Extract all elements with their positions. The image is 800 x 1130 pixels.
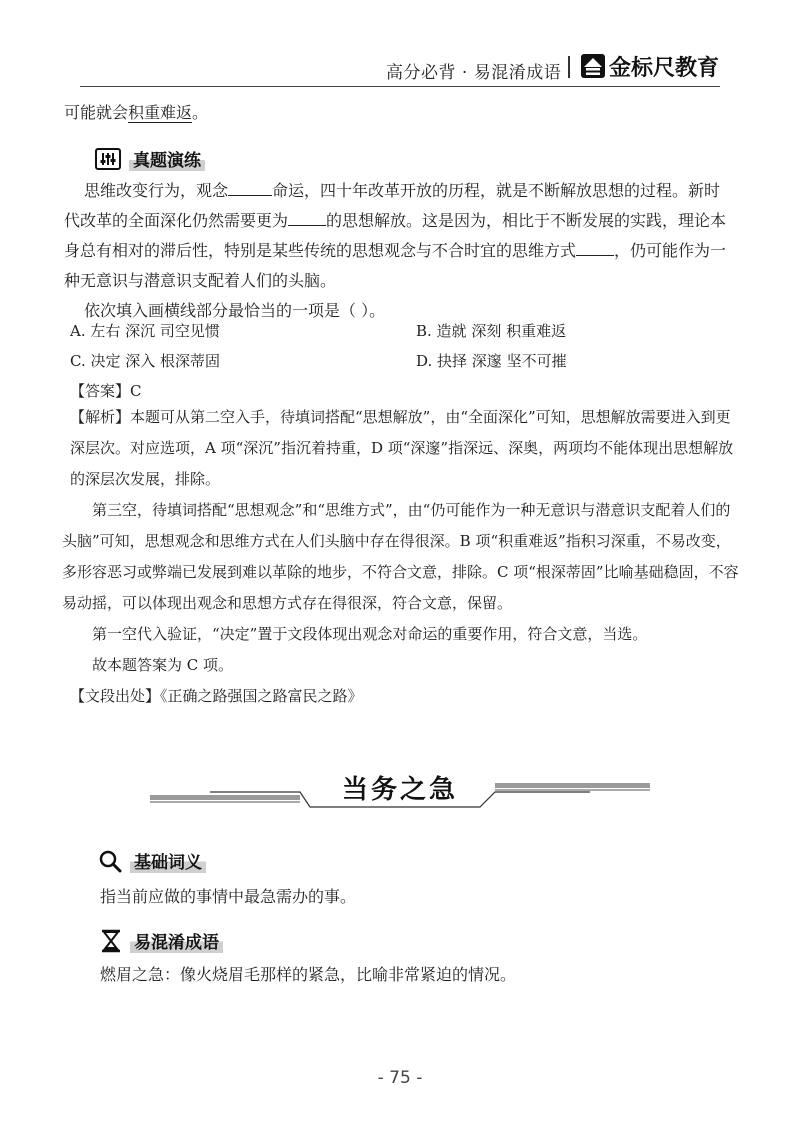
basic-meaning-label: 基础词义	[130, 848, 206, 873]
analysis-para-4: 故本题答案为 C 项。	[92, 656, 234, 674]
practice-heading	[95, 146, 205, 171]
option-b: B. 造就 深刻 积重难返	[416, 322, 567, 340]
passage-line-2: 代改革的全面深化仍然需要更为 的思想解放。这是因为，相比于不断发展的实践，理论本	[64, 211, 727, 230]
analysis-para-1: 【解析】本题可从第二空入手，待填词搭配“思想解放”，由“全面深化”可知，思想解放需要进入到更深层次。对应选项，A 项“深沉”指沉着持重，D 项“深邃”指深远、深奥，两项均不能体现出思想解放的深层次发展，排除。	[70, 408, 734, 488]
option-c: C. 决定 深入 根深蒂固	[70, 352, 221, 370]
page-number: - 75 -	[377, 1068, 423, 1088]
page-header	[0, 0, 800, 96]
analysis-block	[62, 402, 742, 712]
idiom-title: 当务之急	[341, 775, 458, 805]
option-d: D. 抉择 深邃 坚不可摧	[416, 352, 567, 370]
hourglass-icon	[100, 929, 122, 953]
magnifier-icon	[98, 849, 122, 873]
source-citation: 【文段出处】《正确之路强国之路富民之路》	[70, 687, 363, 705]
analysis-para-2: 第三空，待填词搭配“思想观念”和“思维方式”，由“仍可能作为一种无意识与潜意识支配着人们的头脑”可知，思想观念和思维方式在人们头脑中存在得很深。B 项“积重难返”指积习深重，不易改变，多形容恶习或弊端已发展到难以革除的地步，不符合文意，排除。C 项“根深蒂固”比喻基础稳固，不容易动摇，可以体现出观念和思想方式存在得很深，符合文意，保留。	[62, 501, 739, 612]
equalizer-icon	[95, 148, 121, 170]
brand-mark-icon	[580, 53, 606, 79]
blank-1	[228, 179, 272, 196]
question-stem: 依次填入画横线部分最恰当的一项是（ ）。	[84, 301, 386, 320]
basic-meaning-text: 指当前应做的事情中最急需办的事。	[100, 887, 357, 906]
brand-logo	[580, 52, 719, 80]
analysis-para-3: 第一空代入验证，“决定”置于文段体现出观念对命运的重要作用，符合文意，当选。	[92, 625, 648, 643]
underlined-idiom: 积重难返	[128, 103, 193, 122]
continued-text: 可能就会积重难返。	[64, 103, 209, 122]
series-title: 高分必背 · 易混淆成语	[386, 63, 562, 83]
idiom-banner	[150, 755, 650, 815]
header-rule	[80, 86, 720, 87]
confusable-heading	[100, 928, 223, 953]
blank-2	[288, 209, 326, 226]
blank-3	[576, 239, 614, 256]
basic-meaning-heading	[98, 848, 206, 873]
brand-name: 金标尺教育	[609, 55, 720, 81]
passage-line-3: 身总有相对的滞后性，特别是某些传统的思想观念与不合时宜的思维方式 ，仍可能作为一	[64, 241, 727, 260]
confusable-text: 燃眉之急：像火烧眉毛那样的紧急，比喻非常紧迫的情况。	[100, 965, 517, 984]
header-separator	[568, 56, 570, 78]
practice-label: 真题演练	[129, 146, 205, 171]
answer-line: 【答案】C	[70, 382, 142, 400]
passage-line-4: 种无意识与潜意识支配着人们的头脑。	[64, 271, 337, 290]
confusable-label: 易混淆成语	[130, 928, 223, 953]
option-a: A. 左右 深沉 司空见惯	[70, 322, 220, 340]
passage-line-1: 思维改变行为，观念 命运，四十年改革开放的历程，就是不断解放思想的过程。新时	[84, 181, 721, 200]
